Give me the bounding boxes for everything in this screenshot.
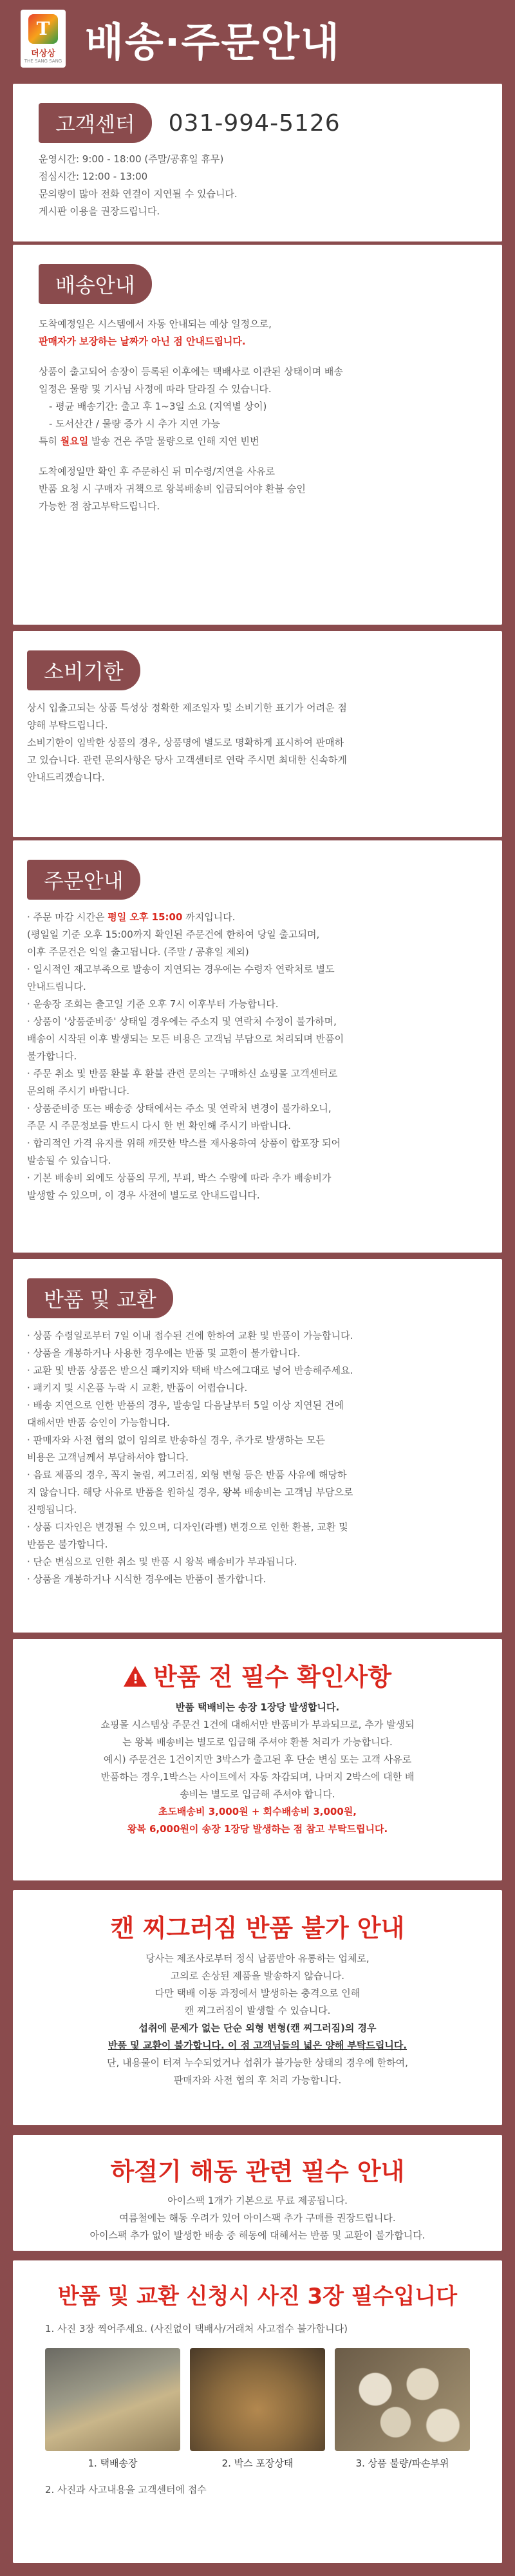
logo-subtext: THE SANG SANG (24, 58, 62, 64)
dent-line: 당사는 제조사로부터 정식 납품받아 유통하는 업체로, (145, 1953, 370, 1964)
pre-return-line: 송비는 별도로 입금해 주셔야 합니다. (180, 1788, 335, 1800)
dent-bold-line: 섭취에 문제가 없는 단순 외형 변형(캔 찌그러짐)의 경우 (138, 2022, 377, 2034)
returns-line: 반품은 불가합니다. (27, 1539, 108, 1550)
board-line: 게시판 이용을 권장드립니다. (39, 205, 160, 217)
dent-bold-line: 반품 및 교환이 불가합니다. 이 점 고객님들의 넓은 양해 부탁드립니다. (108, 2040, 407, 2051)
order-line: 발송될 수 있습니다. (27, 1155, 111, 1166)
returns-line: · 배송 지연으로 인한 반품의 경우, 발송일 다음날부터 5일 이상 지연된 건에 (27, 1399, 344, 1411)
expiry-card (13, 631, 502, 837)
customer-center-card (13, 84, 502, 242)
expiry-line: 상시 입출고되는 상품 특성상 정확한 제조일자 및 소비기한 표기가 어려운 점 (27, 702, 347, 714)
shipping-line: 반품 요청 시 구매자 귀책으로 왕복배송비 입금되어야 환불 승인 (39, 483, 306, 495)
dent-card (13, 1890, 502, 2125)
returns-line: 진행됩니다. (27, 1504, 77, 1515)
order-line: · 일시적인 재고부족으로 발송이 지연되는 경우에는 수령자 연락처로 별도 (27, 963, 335, 975)
returns-line: · 음료 제품의 경우, 꼭지 눌림, 찌그러짐, 외형 변형 등은 반품 사유에 해당하 (27, 1469, 347, 1481)
summer-card (13, 2135, 502, 2251)
shipping-monday-line: 특히 월요일 발송 건은 주말 물량으로 인해 지연 빈번 (39, 435, 259, 447)
notice-line: 문의량이 많아 전화 연결이 지연될 수 있습니다. (39, 188, 238, 200)
photo-examples (45, 2348, 470, 2470)
dent-line: 단, 내용물이 터져 누수되었거나 섭취가 불가능한 상태의 경우에 한하여, (107, 2057, 408, 2069)
pre-return-fee-line: 초도배송비 3,000원 + 회수배송비 3,000원, (158, 1806, 357, 1817)
shipping-body (39, 316, 476, 515)
hours-line: 운영시간: 9:00 - 18:00 (주말/공휴일 휴무) (39, 153, 224, 165)
photo-example (335, 2348, 470, 2470)
returns-body (27, 1327, 488, 1588)
damage-photo (335, 2348, 470, 2451)
returns-line: · 패키지 및 시온품 누락 시 교환, 반품이 어렵습니다. (27, 1382, 248, 1394)
returns-line: 지 않습니다. 해당 사유로 반품을 원하실 경우, 왕복 배송비는 고객님 부담으로 (27, 1486, 353, 1498)
returns-line: 비용은 고객님께서 부담하셔야 합니다. (27, 1452, 189, 1463)
customer-center-phone[interactable]: 031-994-5126 (168, 109, 341, 137)
order-line: · 운송장 조회는 출고일 기준 오후 7시 이후부터 가능합니다. (27, 998, 279, 1010)
returns-card (13, 1259, 502, 1633)
shipping-card (13, 245, 502, 625)
lunch-line: 점심시간: 12:00 - 13:00 (39, 171, 148, 182)
pre-return-line: 는 왕복 배송비는 별도로 입금해 주셔야 환불 처리가 가능합니다. (122, 1736, 393, 1748)
order-line: · 기본 배송비 외에도 상품의 무게, 부피, 박스 수량에 따라 추가 배송비가 (27, 1172, 332, 1184)
summer-line: 아이스팩 1개가 기본으로 무료 제공됩니다. (167, 2195, 348, 2206)
shipping-line: - 평균 배송기간: 출고 후 1~3일 소요 (지역별 상이) (49, 401, 267, 412)
order-line: 배송이 시작된 이후 발생되는 모든 비용은 고객님 부담으로 처리되며 반품이 (27, 1033, 344, 1045)
logo-mark-icon: T (28, 14, 58, 44)
expiry-body (27, 699, 488, 786)
returns-label: 반품 및 교환 (27, 1278, 173, 1318)
order-card (13, 840, 502, 1253)
summer-line: 여름철에는 해동 우려가 있어 아이스팩 추가 구매를 권장드립니다. (119, 2212, 396, 2224)
pre-return-fee-line: 왕복 6,000원이 송장 1장당 발생하는 점 참고 부탁드립니다. (127, 1823, 388, 1835)
pre-return-body (32, 1699, 483, 1838)
expiry-line: 안내드리겠습니다. (27, 772, 105, 783)
returns-line: · 상품을 개봉하거나 시식한 경우에는 반품이 불가합니다. (27, 1573, 267, 1585)
returns-line: 대해서만 반품 승인이 가능합니다. (27, 1417, 170, 1428)
customer-center-body (39, 151, 476, 220)
order-line: · 합리적인 가격 유지를 위해 깨끗한 박스를 재사용하여 상품이 합포장 되어 (27, 1137, 341, 1149)
summer-line: 아이스팩 추가 없이 발생한 배송 중 해동에 대해서는 반품 및 교환이 불가합니다. (89, 2230, 426, 2241)
photo-title: 반품 및 교환 신청시 사진 3장 필수입니다 (57, 2284, 458, 2309)
expiry-label: 소비기한 (27, 650, 140, 690)
order-line: 안내드립니다. (27, 981, 86, 992)
order-line: 발생할 수 있으며, 이 경우 사전에 별도로 안내드립니다. (27, 1189, 260, 1201)
pre-return-title-row (32, 1657, 483, 1692)
photo-card (13, 2260, 502, 2563)
summer-body (32, 2192, 483, 2244)
photo-example (190, 2348, 325, 2470)
order-line: 문의해 주시기 바랍니다. (27, 1085, 130, 1097)
expiry-line: 소비기한이 임박한 상품의 경우, 상품명에 별도로 명확하게 표시하여 판매하 (27, 737, 344, 748)
photo-caption: 3. 상품 불량/파손부위 (355, 2458, 449, 2469)
summer-title: 하절기 해동 관련 필수 안내 (110, 2157, 405, 2186)
warning-icon: ! (124, 1666, 147, 1687)
order-line: · 주문 취소 및 반품 환불 후 환불 관련 문의는 구매하신 쇼핑몰 고객센터로 (27, 1068, 338, 1079)
order-line: (평일일 기준 오후 15:00까지 확인된 주문건에 한하여 당일 출고되며, (27, 929, 320, 940)
logo-text: 더상상 (31, 48, 55, 59)
returns-line: · 단순 변심으로 인한 취소 및 반품 시 왕복 배송비가 부과됩니다. (27, 1556, 297, 1567)
pre-return-line: 쇼핑몰 시스템상 주문건 1건에 대해서만 반품비가 부과되므로, 추가 발생되 (100, 1719, 415, 1730)
pre-return-title: 반품 전 필수 확인사항 (153, 1663, 392, 1691)
order-label: 주문안내 (27, 860, 140, 900)
shipping-line: 가능한 점 참고부탁드립니다. (39, 500, 160, 512)
dent-line: 캔 찌그러짐이 발생할 수 있습니다. (184, 2005, 331, 2016)
shipping-line: 도착예정일은 시스템에서 자동 안내되는 예상 일정으로, (39, 318, 272, 330)
customer-center-label: 고객센터 (39, 103, 152, 143)
photo-line-1: 1. 사진 3장 찍어주세요. (사진없이 택배사/거래처 사고접수 불가합니다) (45, 2323, 348, 2334)
returns-line: · 상품 디자인은 변경될 수 있으며, 디자인(라벨) 변경으로 인한 환불, 교환 및 (27, 1521, 348, 1533)
dent-line: 고의로 손상된 제품을 발송하지 않습니다. (170, 1970, 345, 1982)
shipping-line: 일정은 물량 및 기사님 사정에 따라 달라질 수 있습니다. (39, 383, 272, 395)
box-photo (190, 2348, 325, 2451)
pre-return-line: 반품하는 경우,1박스는 사이트에서 자동 차감되며, 나머지 2박스에 대한 배 (100, 1771, 415, 1783)
order-body (27, 909, 488, 1204)
pre-return-card (13, 1639, 502, 1880)
order-line: 불가합니다. (27, 1050, 77, 1062)
shipping-line: - 도서산간 / 물량 증가 시 추가 지연 가능 (49, 418, 220, 430)
photo-line-2: 2. 사진과 사고내용을 고객센터에 접수 (45, 2484, 207, 2496)
shipping-warning: 판매자가 보장하는 날짜가 아닌 점 안내드립니다. (39, 336, 246, 347)
returns-line: · 상품 수령일로부터 7일 이내 접수된 건에 한하여 교환 및 반품이 가능합니다. (27, 1330, 353, 1341)
dent-body (32, 1950, 483, 2089)
dent-line: 판매자와 사전 협의 후 처리 가능합니다. (173, 2074, 342, 2086)
expiry-line: 고 있습니다. 관련 문의사항은 당사 고객센터로 연락 주시면 최대한 신속하게 (27, 754, 347, 766)
pre-return-line: 예시) 주문건은 1건이지만 3박스가 출고된 후 단순 변심 또는 고객 사유로 (103, 1754, 412, 1765)
shipping-label: 배송안내 (39, 264, 152, 304)
header (13, 0, 502, 77)
shipping-line: 상품이 출고되어 송장이 등록된 이후에는 택배사로 이관된 상태이며 배송 (39, 366, 343, 377)
page-title: 배송·주문안내 (85, 18, 341, 66)
shipping-line: 도착예정일만 확인 후 주문하신 뒤 미수령/지연을 사유로 (39, 466, 275, 477)
photo-caption: 2. 박스 포장상태 (221, 2458, 294, 2469)
waybill-photo (45, 2348, 180, 2451)
pre-return-line: 반품 택배비는 송장 1장당 발생합니다. (175, 1701, 340, 1713)
photo-example (45, 2348, 180, 2470)
order-line: 이후 주문건은 익일 출고됩니다. (주말 / 공휴일 제외) (27, 946, 249, 958)
expiry-line: 양해 부탁드립니다. (27, 719, 108, 731)
returns-line: · 판매자와 사전 협의 없이 임의로 반송하실 경우, 추가로 발생하는 모든 (27, 1434, 325, 1446)
dent-line: 다만 택배 이동 과정에서 발생하는 충격으로 인해 (154, 1987, 360, 1999)
order-deadline-line: · 주문 마감 시간은 평일 오후 15:00 까지입니다. (27, 911, 236, 923)
returns-line: · 교환 및 반품 상품은 받으신 패키지와 택배 박스에그대로 넣어 반송해주세요. (27, 1365, 353, 1376)
order-line: · 상품준비중 또는 배송중 상태에서는 주소 및 연락처 변경이 불가하오니, (27, 1103, 332, 1114)
photo-caption: 1. 택배송장 (88, 2458, 138, 2469)
dent-title: 캔 찌그러짐 반품 불가 안내 (110, 1914, 405, 1942)
order-line: · 상품이 '상품준비중' 상태일 경우에는 주소지 및 연락처 수정이 불가하며, (27, 1016, 337, 1027)
order-line: 주문 시 주문정보를 반드시 다시 한 번 확인해 주시기 바랍니다. (27, 1120, 291, 1132)
returns-line: · 상품을 개봉하거나 사용한 경우에는 반품 및 교환이 불가합니다. (27, 1347, 301, 1359)
brand-logo (21, 10, 66, 68)
